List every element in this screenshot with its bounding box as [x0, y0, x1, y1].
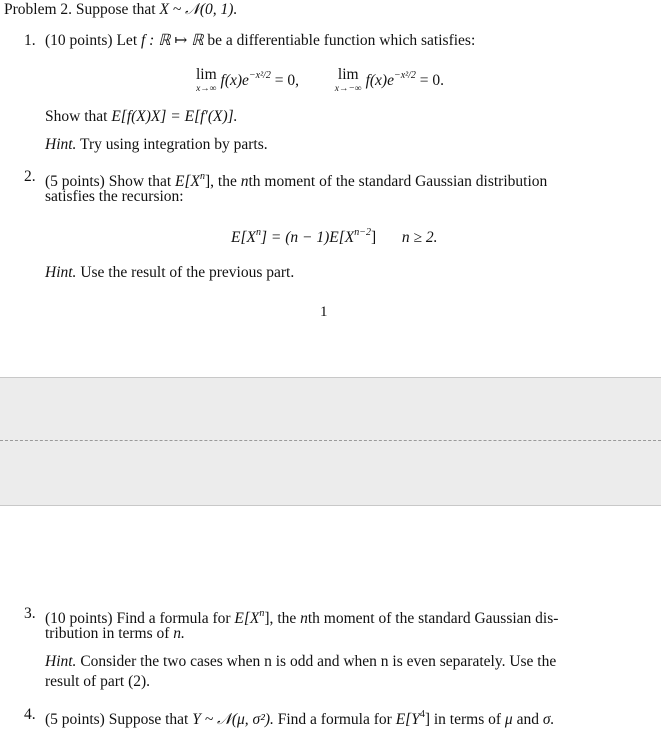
- part-4-mid: Find a formula for: [277, 711, 392, 728]
- problem-intro-math: X ~ 𝒩(0, 1).: [159, 1, 238, 18]
- part-3-prefix: (10 points) Find a formula for: [45, 610, 231, 627]
- eq-mid: ] = (n − 1)E[X: [260, 229, 355, 246]
- part-2-hint-label: Hint.: [45, 264, 77, 281]
- part-3-suffix-b: th moment of the standard Gaussian dis-: [307, 610, 559, 627]
- part-3-line2-n: n.: [173, 625, 185, 642]
- eq-mid-sup: n−2: [354, 227, 371, 238]
- part-1-hint-text: Try using integration by parts.: [80, 136, 268, 153]
- part-2-hint-text: Use the result of the previous part.: [80, 264, 295, 281]
- part-1-hint-line: [45, 135, 268, 155]
- part-2-suffix-a: the: [217, 173, 237, 190]
- part-3-hint-line: [45, 652, 556, 672]
- limit-1-exp: −x²/2: [248, 70, 271, 81]
- part-3-line2: [45, 624, 185, 644]
- part-1-prefix: (10 points) Let: [45, 32, 138, 49]
- part-2-suffix-b: th moment of the standard Gaussian distribution: [248, 173, 548, 190]
- limit-2: [335, 66, 362, 94]
- part-2-line2: satisfies the recursion:: [45, 188, 184, 205]
- part-2-moment-sup: n: [200, 171, 205, 182]
- part-3-hint-label: Hint.: [45, 653, 77, 670]
- limit-1-body: f(x)e: [220, 72, 249, 89]
- limit-2-tail: = 0.: [419, 72, 445, 89]
- part-1-function-math: f : ℝ ↦ ℝ: [141, 32, 204, 49]
- limit-2-exp: −x²/2: [393, 70, 416, 81]
- part-4-and: and: [516, 711, 539, 728]
- problem-heading: Problem 2.: [4, 1, 73, 18]
- problem-heading-line: [4, 0, 237, 20]
- part-3-moment-close: ],: [264, 610, 274, 627]
- limit-2-body: f(x)e: [365, 72, 394, 89]
- part-2-moment-math: E[X: [175, 173, 200, 190]
- part-4-moment-sup: 4: [419, 709, 425, 720]
- part-4-mu: μ: [504, 711, 513, 728]
- part-3-hint-text: Consider the two cases when n is odd and when n is even separately. Use the: [80, 653, 557, 670]
- part-3-number: 3.: [24, 605, 36, 622]
- part-1-limits: [196, 66, 444, 94]
- part-3-suffix-n: n: [300, 610, 308, 627]
- part-4-line1: [45, 705, 554, 730]
- page-number: 1: [320, 304, 328, 320]
- limit-1-tail: = 0,: [274, 72, 300, 89]
- part-3-hint-line2: result of part (2).: [45, 673, 151, 690]
- part-3-suffix-a: the: [277, 610, 297, 627]
- limit-1-under: x→∞: [196, 84, 217, 94]
- part-1-show-prefix: Show that: [45, 108, 108, 125]
- limit-1-op: lim: [196, 66, 217, 83]
- part-1-suffix: be a differentiable function which satisfies:: [207, 32, 476, 49]
- part-2-number: 2.: [24, 168, 36, 185]
- eq-condition: n ≥ 2.: [401, 229, 438, 246]
- part-3-moment-sup: n: [259, 608, 265, 619]
- eq-close: ]: [370, 229, 377, 246]
- page-break-divider: [0, 440, 661, 441]
- limit-2-under: x→−∞: [334, 84, 362, 94]
- part-1-show-line: [45, 107, 238, 127]
- part-4-dist-math: Y ~ 𝒩(μ, σ²).: [192, 711, 274, 728]
- limit-2-op: lim: [337, 66, 359, 83]
- part-4-sigma: σ.: [542, 711, 555, 728]
- part-4-suffix: in terms of: [433, 711, 502, 728]
- eq-left: E[X: [231, 229, 256, 246]
- part-4-moment-math: E[Y: [395, 711, 420, 728]
- part-4-prefix: (5 points) Suppose that: [45, 711, 189, 728]
- problem-intro: Suppose that: [75, 1, 156, 18]
- part-4-moment-close: ]: [424, 711, 430, 728]
- part-1-show-math: E[f(X)X] = E[f′(X)].: [111, 108, 238, 125]
- part-3-line2-prefix: tribution in terms of: [45, 625, 170, 642]
- part-1-hint-label: Hint.: [45, 136, 77, 153]
- part-2-moment-close: ],: [205, 173, 215, 190]
- part-4-number: 4.: [24, 706, 36, 723]
- part-1-line1: [45, 31, 475, 51]
- part-2-suffix-n: n: [240, 173, 249, 190]
- part-2-prefix: (5 points) Show that: [45, 173, 172, 190]
- part-1-number: 1.: [24, 32, 36, 49]
- part-2-equation: [231, 223, 438, 248]
- limit-1: [196, 66, 217, 94]
- page-break-band: [0, 377, 661, 506]
- part-2-hint-line: [45, 263, 294, 283]
- eq-left-sup: n: [255, 227, 261, 238]
- part-3-moment-math: E[X: [234, 610, 260, 627]
